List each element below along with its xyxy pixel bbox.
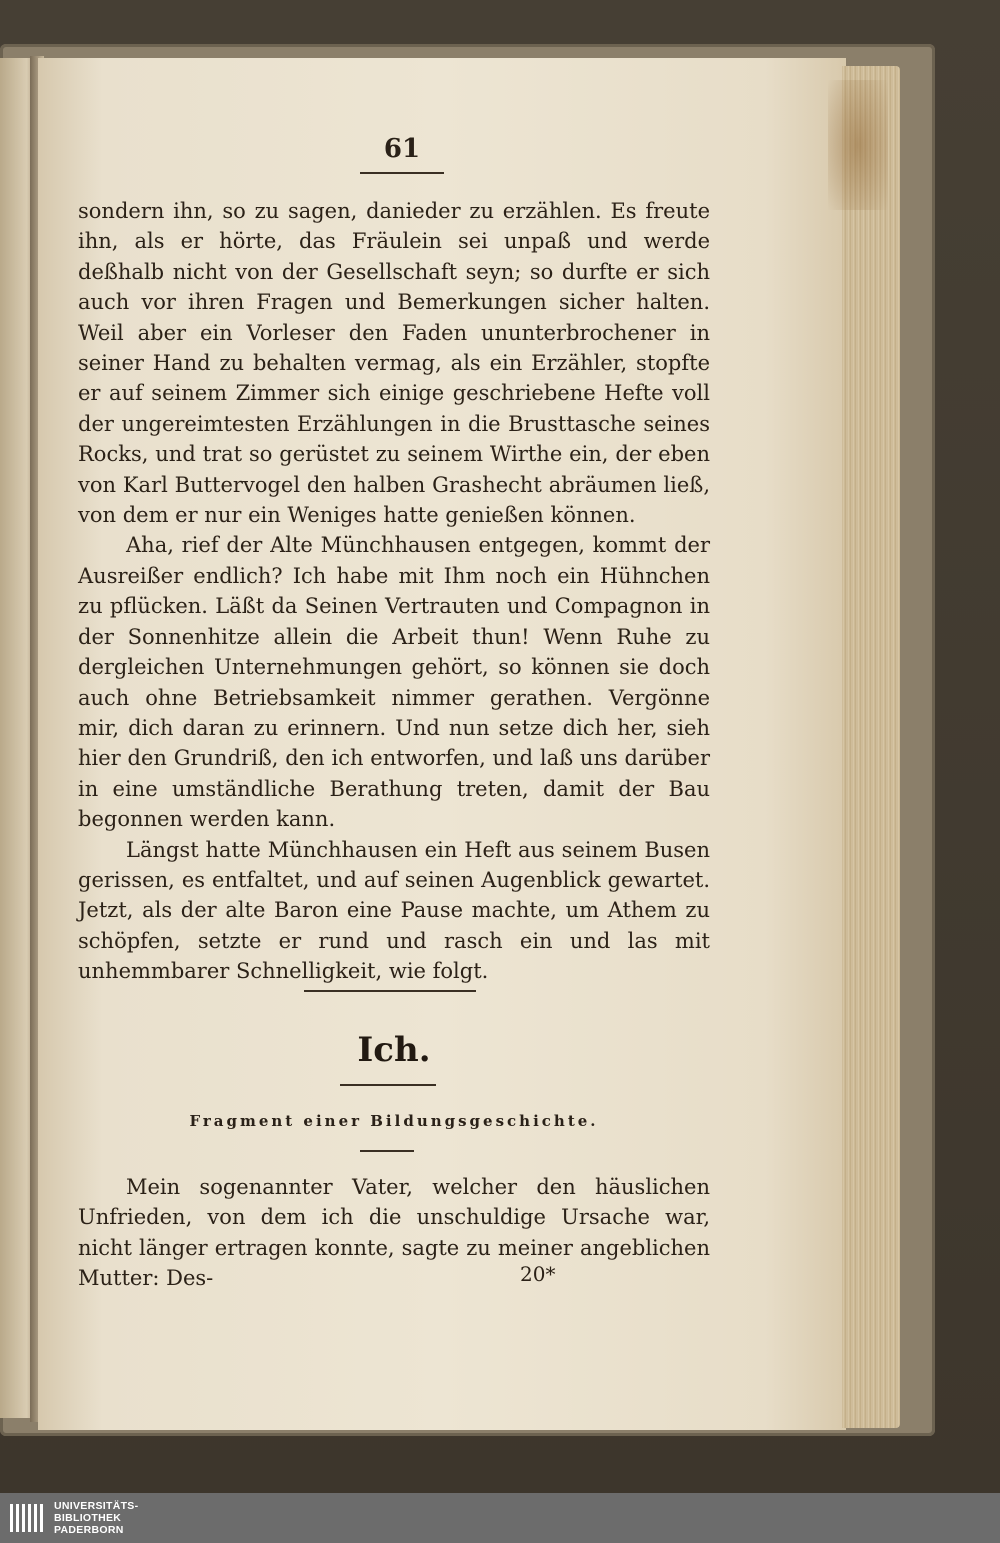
section-divider — [304, 990, 476, 992]
section-subtitle: Fragment einer Bildungsgeschichte. — [189, 1112, 599, 1130]
page-number: 61 — [383, 134, 421, 164]
section-title: Ich. — [357, 1030, 431, 1070]
library-logo-icon — [8, 1500, 48, 1536]
title-rule — [340, 1084, 436, 1086]
library-name-line: UNIVERSITÄTS- — [54, 1500, 139, 1512]
paragraph: sondern ihn, so zu sagen, danieder zu erzählen. Es freute ihn, als er hörte, das Fräulein sei unpaß und werde deßhalb nicht von der Gesellschaft seyn; so durfte er sich auch vor ihren Fragen und Bemerkungen sicher halten. Weil aber ein Vorleser den Faden ununterbrochener in seiner Hand zu behalten vermag, als ein Erzähler, stopfte er auf seinem Zimmer sich einige geschriebene Hefte voll der ungereimtesten Erzählungen in die Brusttasche seines Rocks, und trat so gerüstet zu seinem Wirthe ein, der eben von Karl Buttervogel den halben Grashecht abräumen ließ, von dem er nur ein Weniges hatte genießen können. — [78, 199, 710, 528]
paragraph: Aha, rief der Alte Münchhausen entgegen, kommt der Ausreißer endlich? Ich habe mit Ihm noch ein Hühnchen zu pflücken. Läßt da Seinen Vertrauten und Compagnon in der Sonnenhitze allein die Arbeit thun! Wenn Ruhe zu dergleichen Unternehmungen gehört, so können sie doch auch ohne Betriebsamkeit nimmer gerathen. Vergönne mir, dich daran zu erinnern. Und nun setze dich her, sieh hier den Grundriß, den ich entworfen, und laß uns darüber in eine umständliche Berathung treten, damit der Bau begonnen werden kann. — [78, 533, 710, 832]
page-stain — [828, 80, 888, 210]
section-text — [78, 1172, 710, 1294]
page-number-rule — [360, 172, 444, 174]
library-name-line: PADERBORN — [54, 1524, 124, 1536]
body-text — [78, 196, 710, 987]
page-edges — [842, 66, 900, 1428]
paragraph: Längst hatte Münchhausen ein Heft aus seinem Busen gerissen, es entfaltet, und auf seinen Augenblick gewartet. Jetzt, als der alte Baron eine Pause machte, um Athem zu schöpfen, setzte er rund und rasch ein und las mit unhemmbarer Schnelligkeit, wie folgt. — [78, 837, 710, 984]
library-name-line: BIBLIOTHEK — [54, 1512, 122, 1524]
footer-bar — [0, 1493, 1000, 1543]
paragraph: Mein sogenannter Vater, welcher den häuslichen Unfrieden, von dem ich die unschuldige Ursache war, nicht länger ertragen konnte, sagte zu meiner angeblichen Mutter: Des- — [78, 1175, 710, 1291]
subtitle-rule — [360, 1150, 414, 1152]
library-name — [54, 1500, 138, 1536]
signature-mark: 20* — [520, 1262, 556, 1286]
